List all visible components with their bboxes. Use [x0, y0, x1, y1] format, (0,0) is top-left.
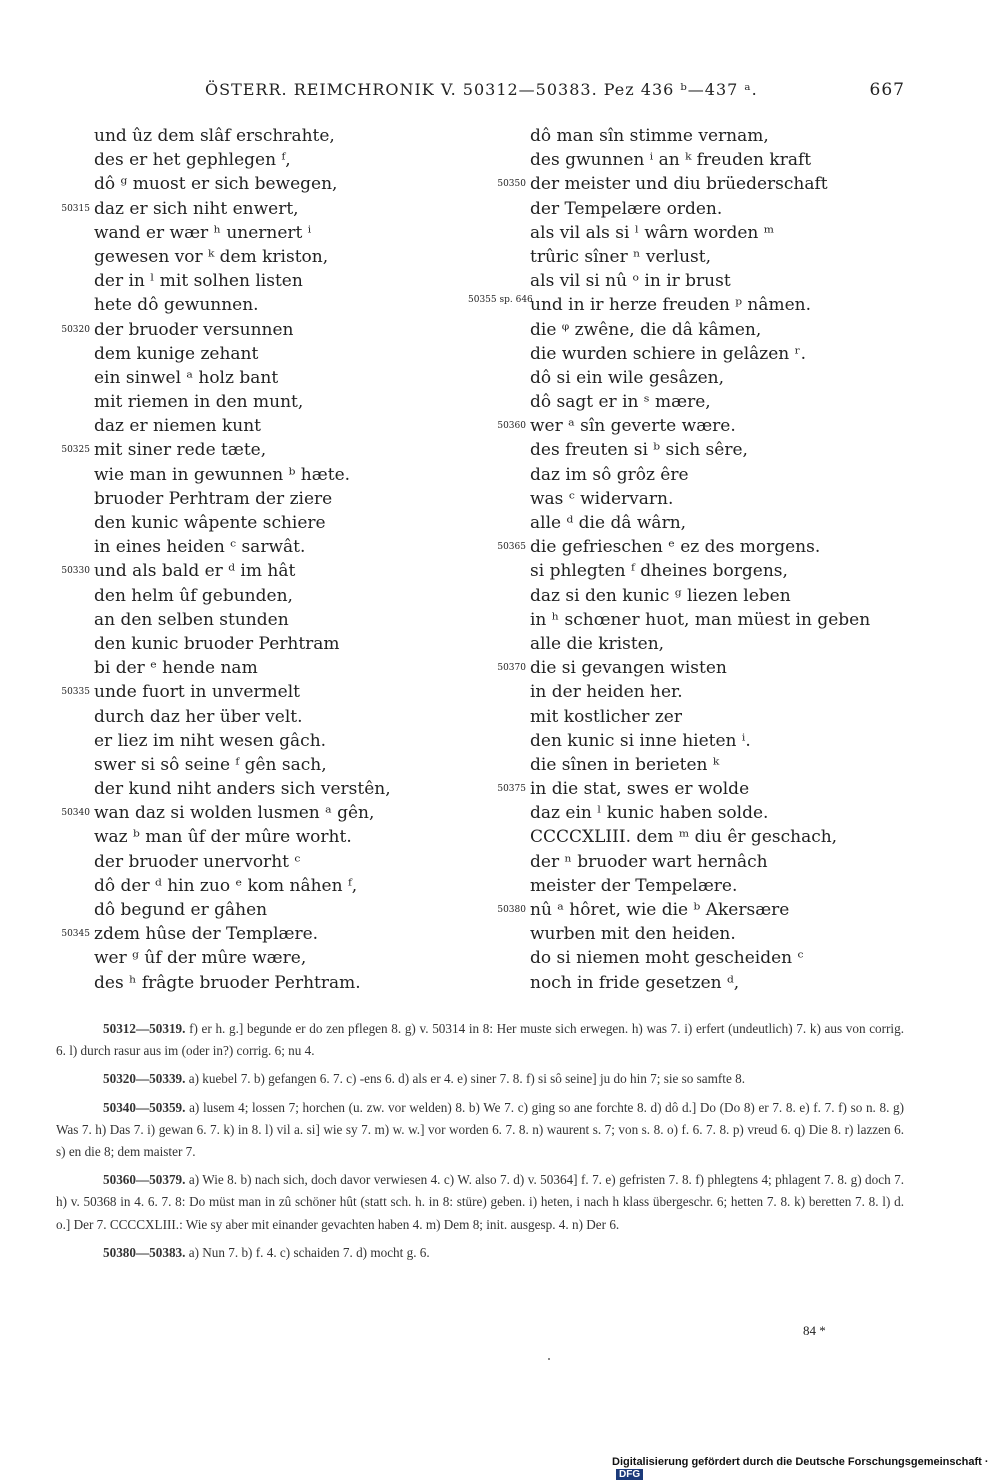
running-header	[205, 80, 905, 104]
verse-text: den helm ûf gebunden,	[94, 585, 293, 606]
line-number: 50355 sp. 646	[468, 295, 533, 306]
verse-text: dô man sîn stimme vernam,	[530, 126, 769, 146]
verse-line	[94, 221, 514, 245]
line-number: 50380	[497, 905, 526, 915]
verse-text: durch daz her über velt.	[94, 706, 303, 727]
verse-line	[94, 898, 514, 922]
verse-text: daz si den kunic ᵍ liezen leben	[530, 585, 791, 606]
verse-line	[94, 656, 514, 680]
footnote-block	[56, 1169, 904, 1236]
line-number: 50350	[497, 179, 526, 190]
verse-text: dô begund er gâhen	[94, 900, 268, 920]
verse-text: und ûz dem slâf erschrahte,	[94, 126, 335, 146]
verse-text: meister der Tempelære.	[530, 875, 738, 896]
verse-line	[94, 293, 514, 317]
verse-line	[61, 801, 514, 825]
verse-text: der bruoder versunnen	[94, 319, 294, 340]
page-number: 667	[869, 80, 905, 100]
footnote-range: 50320—50339.	[103, 1071, 186, 1087]
verse-line	[530, 632, 950, 656]
verse-line	[94, 172, 514, 196]
verse-text: dô sagt er in ˢ mære,	[530, 392, 711, 413]
line-number: 50315	[61, 203, 90, 214]
verse-text: mit riemen in den munt,	[94, 392, 304, 413]
verse-text: dem kunige zehant	[94, 343, 259, 364]
verse-text: des er het gephlegen ᶠ,	[94, 150, 291, 171]
verse-text: der Tempelære orden.	[530, 198, 723, 219]
verse-line	[94, 124, 514, 148]
verse-line	[530, 221, 950, 245]
verse-line	[94, 511, 514, 535]
verse-text: alle die kristen,	[530, 633, 665, 654]
footnote-text: a) Nun 7. b) f. 4. c) schaiden 7. d) mocht g. 6.	[188, 1244, 430, 1260]
verse-text: den kunic bruoder Perhtram	[94, 633, 340, 654]
verse-text: die ᵠ zwêne, die dâ kâmen,	[530, 319, 762, 340]
verse-text: hete dô gewunnen.	[94, 295, 259, 316]
footnote-block	[56, 1097, 904, 1164]
footnote-range: 50360—50379.	[103, 1172, 186, 1188]
verse-text: in eines heiden ᶜ sarwât.	[94, 537, 306, 558]
verse-line	[94, 850, 514, 874]
verse-line	[61, 559, 514, 583]
verse-text: wer ᵃ sîn geverte wære.	[530, 416, 736, 437]
verse-text: die wurden schiere in gelâzen ʳ.	[530, 343, 806, 364]
verse-line	[530, 584, 950, 608]
verse-line	[530, 753, 950, 777]
footnote-range: 50380—50383.	[103, 1244, 186, 1260]
footnote-range: 50312—50319.	[103, 1021, 186, 1036]
verse-text: wer ᵍ ûf der mûre wære,	[94, 948, 307, 969]
verse-text: unde fuort in unvermelt	[94, 682, 301, 703]
verse-line	[530, 559, 950, 583]
verse-line	[530, 971, 950, 995]
verse-line	[94, 705, 514, 729]
verse-text: mit siner rede tæte,	[94, 440, 267, 461]
verse-line	[530, 680, 950, 704]
footnote-text: a) lusem 4; lossen 7; horchen (u. zw. vor welden) 8. b) We 7. c) ging so ane forchte 8. d) dô d.] Do (Do 8) er 7. 8. e) f. 7. f) so n. 8. g) Was 7. h) Das 7. i) gewan 6. 7. k) in 8. l) vil a. si] wie sy 7. m) w. w.] vor worden 6. 7. 8. n) waurent s. 7; von s. 8. o) f. 6. 7. 8. p) vreud 6. q) Die 8. r) lazzen 6. s) en die 8; dem maister 7.	[56, 1099, 905, 1160]
verse-line	[497, 777, 950, 801]
verse-line	[94, 608, 514, 632]
verse-text: der meister und diu brüederschaft	[530, 174, 828, 195]
verse-text: daz im sô grôz êre	[530, 464, 689, 485]
verse-line	[530, 946, 950, 970]
verse-line	[497, 898, 950, 922]
verse-text: si phlegten ᶠ dheines borgens,	[530, 561, 788, 582]
verse-line	[530, 438, 950, 462]
footnote-text: a) kuebel 7. b) gefangen 6. 7. c) -ens 6. d) als er 4. e) siner 7. 8. f) si sô seine] ju do hin 7; sie so samfte 8.	[188, 1071, 746, 1087]
verse-text: als vil si nû ᵒ in ir brust	[530, 271, 731, 292]
verse-line	[94, 414, 514, 438]
verse-line	[497, 172, 950, 196]
verse-line	[530, 874, 950, 898]
verse-line	[530, 825, 950, 849]
verse-text: swer si sô seine ᶠ gên sach,	[94, 754, 327, 775]
verse-line	[530, 511, 950, 535]
verse-text: noch in fride gesetzen ᵈ,	[530, 972, 740, 993]
footnote-block	[56, 1242, 904, 1264]
verse-line	[530, 245, 950, 269]
verse-line	[530, 390, 950, 414]
verse-line	[497, 535, 950, 559]
verse-text: des gwunnen ⁱ an ᵏ freuden kraft	[530, 150, 812, 171]
verse-text: an den selben stunden	[94, 609, 289, 630]
verse-line	[61, 438, 514, 462]
verse-text: daz er sich niht enwert,	[94, 198, 299, 219]
verse-line	[94, 535, 514, 559]
verse-text: wie man in gewunnen ᵇ hæte.	[94, 464, 351, 485]
footnote-block	[56, 1018, 904, 1062]
running-title: ÖSTERR. REIMCHRONIK V. 50312—50383. Pez 436 ᵇ—437 ᵃ.	[205, 80, 758, 99]
verse-text: die gefrieschen ᵉ ez des morgens.	[530, 537, 821, 558]
verse-line	[94, 632, 514, 656]
verse-text: dô si ein wile gesâzen,	[530, 367, 724, 388]
line-number: 50335	[61, 687, 90, 698]
verse-line	[61, 922, 514, 946]
verse-text: und als bald er ᵈ im hât	[94, 561, 296, 582]
verse-line	[530, 342, 950, 366]
verse-line	[530, 729, 950, 753]
verse-text: er liez im niht wesen gâch.	[94, 730, 327, 751]
verse-text: den kunic si inne hieten ⁱ.	[530, 730, 751, 751]
speck	[548, 1358, 550, 1360]
verse-text: des ʰ frâgte bruoder Perhtram.	[94, 972, 361, 993]
verse-text: dô der ᵈ hin zuo ᵉ kom nâhen ᶠ,	[94, 875, 358, 896]
verse-line	[94, 971, 514, 995]
line-number: 50375	[497, 784, 526, 795]
verse-line	[530, 148, 950, 172]
verse-line	[530, 608, 950, 632]
verse-text: waz ᵇ man ûf der mûre worht.	[94, 827, 352, 848]
verse-text: des freuten si ᵇ sich sêre,	[530, 440, 748, 461]
verse-line	[530, 705, 950, 729]
verse-line	[530, 850, 950, 874]
verse-text: der bruoder unervorht ᶜ	[94, 851, 301, 872]
verse-line	[530, 269, 950, 293]
verse-line	[94, 148, 514, 172]
verse-text: daz er niemen kunt	[94, 416, 261, 437]
line-number: 50330	[61, 566, 90, 577]
verse-text: der kund niht anders sich verstên,	[94, 779, 391, 800]
dfg-logo-icon: DFG	[616, 1469, 643, 1480]
footnote-range: 50340—50359.	[103, 1099, 186, 1115]
verse-text: alle ᵈ die dâ wârn,	[530, 513, 687, 533]
verse-text: wand er wær ʰ unernert ⁱ	[94, 222, 312, 243]
verse-column-left	[61, 124, 514, 995]
verse-line	[94, 366, 514, 390]
verse-text: was ᶜ widervarn.	[530, 488, 674, 509]
verse-text: die si gevangen wisten	[530, 658, 727, 679]
verse-text: bruoder Perhtram der ziere	[94, 488, 333, 509]
verse-text: CCCCXLIII. dem ᵐ diu êr geschach,	[530, 827, 838, 848]
verse-text: zdem hûse der Templære.	[94, 924, 319, 945]
verse-text: do si niemen moht gescheiden ᶜ	[530, 948, 804, 969]
verse-line	[61, 318, 514, 342]
verse-line	[94, 390, 514, 414]
verse-text: daz ein ˡ kunic haben solde.	[530, 803, 769, 824]
line-number: 50365	[497, 542, 526, 553]
verse-line	[497, 414, 950, 438]
verse-line	[94, 487, 514, 511]
verse-text: den kunic wâpente schiere	[94, 513, 326, 533]
footnote-text: f) er h. g.] begunde er do zen pflegen 8. g) v. 50314 in 8: Her muste sich erwegen. h) was 7. i) erfert (undeutlich) 7. k) aus von corrig. 6. l) durch rasur aus im (oder in?) corrig. 6; nu 4.	[56, 1021, 904, 1059]
verse-line	[94, 729, 514, 753]
verse-line	[94, 463, 514, 487]
verse-line	[94, 753, 514, 777]
verse-line	[94, 946, 514, 970]
verse-text: gewesen vor ᵏ dem kriston,	[94, 246, 329, 267]
verse-text: nû ᵃ hôret, wie die ᵇ Akersære	[530, 900, 790, 920]
verse-line	[94, 584, 514, 608]
verse-line	[468, 293, 950, 317]
verse-text: die sînen in berieten ᵏ	[530, 754, 720, 775]
verse-text: als vil als si ˡ wârn worden ᵐ	[530, 222, 775, 243]
funding-notice	[612, 1456, 1000, 1480]
verse-line	[497, 656, 950, 680]
footnote-block	[56, 1068, 904, 1090]
verse-line	[94, 825, 514, 849]
line-number: 50360	[497, 421, 526, 432]
verse-text: in die stat, swes er wolde	[530, 779, 750, 800]
footnote-text: a) Wie 8. b) nach sich, doch davor verwiesen 4. c) W. also 7. d) v. 50364] f. 7. e) gefristen 7. 8. f) phlegtens 4; phlagent 7. 8. g) doch 7. h) v. 50368 in 4. 6. 7. 8: Do müst man in zû schöner hût (statt sch. h. in 8: stüre) geben. i) heten, i nach h klass übergeschr. 6; hetten 7. 8. k) beretten 7. 8. l) d. o.] Der 7. CCCCXLIII.: Wie sy aber mit einander gevachten haben 4. m) Dem 8; init. ausgesp. 4. n) Der 6.	[56, 1172, 905, 1232]
line-number: 50345	[61, 929, 90, 940]
verse-line	[530, 801, 950, 825]
verse-text: trûric sîner ⁿ verlust,	[530, 246, 711, 267]
verse-text: der in ˡ mit solhen listen	[94, 271, 303, 292]
verse-text: ein sinwel ᵃ holz bant	[94, 367, 279, 388]
verse-text: und in ir herze freuden ᵖ nâmen.	[530, 295, 812, 316]
verse-column-right	[468, 124, 950, 995]
signature-mark: 84 *	[803, 1323, 826, 1338]
verse-line	[61, 197, 514, 221]
verse-line	[530, 366, 950, 390]
verse-line	[530, 487, 950, 511]
line-number: 50320	[61, 324, 90, 335]
line-number: 50370	[497, 663, 526, 674]
verse-line	[530, 922, 950, 946]
verse-text: der ⁿ bruoder wart hernâch	[530, 851, 768, 872]
verse-text: dô ᵍ muost er sich bewegen,	[94, 174, 338, 195]
verse-line	[530, 197, 950, 221]
verse-line	[530, 318, 950, 342]
verse-text: in der heiden her.	[530, 682, 683, 703]
line-number: 50325	[61, 445, 90, 456]
verse-text: wurben mit den heiden.	[530, 924, 736, 945]
verse-line	[94, 777, 514, 801]
verse-line	[94, 245, 514, 269]
verse-line	[94, 269, 514, 293]
funding-text: Digitalisierung gefördert durch die Deutsche Forschungsgemeinschaft ·	[612, 1456, 989, 1468]
verse-line	[61, 680, 514, 704]
critical-apparatus	[56, 1018, 904, 1270]
line-number: 50340	[61, 808, 90, 819]
verse-line	[530, 463, 950, 487]
verse-text: wan daz si wolden lusmen ᵃ gên,	[94, 803, 375, 824]
verse-text: mit kostlicher zer	[530, 706, 682, 727]
verse-line	[94, 874, 514, 898]
verse-line	[530, 124, 950, 148]
verse-text: in ʰ schœner huot, man müest in geben	[530, 609, 871, 630]
verse-line	[94, 342, 514, 366]
verse-text: bi der ᵉ hende nam	[94, 658, 258, 679]
